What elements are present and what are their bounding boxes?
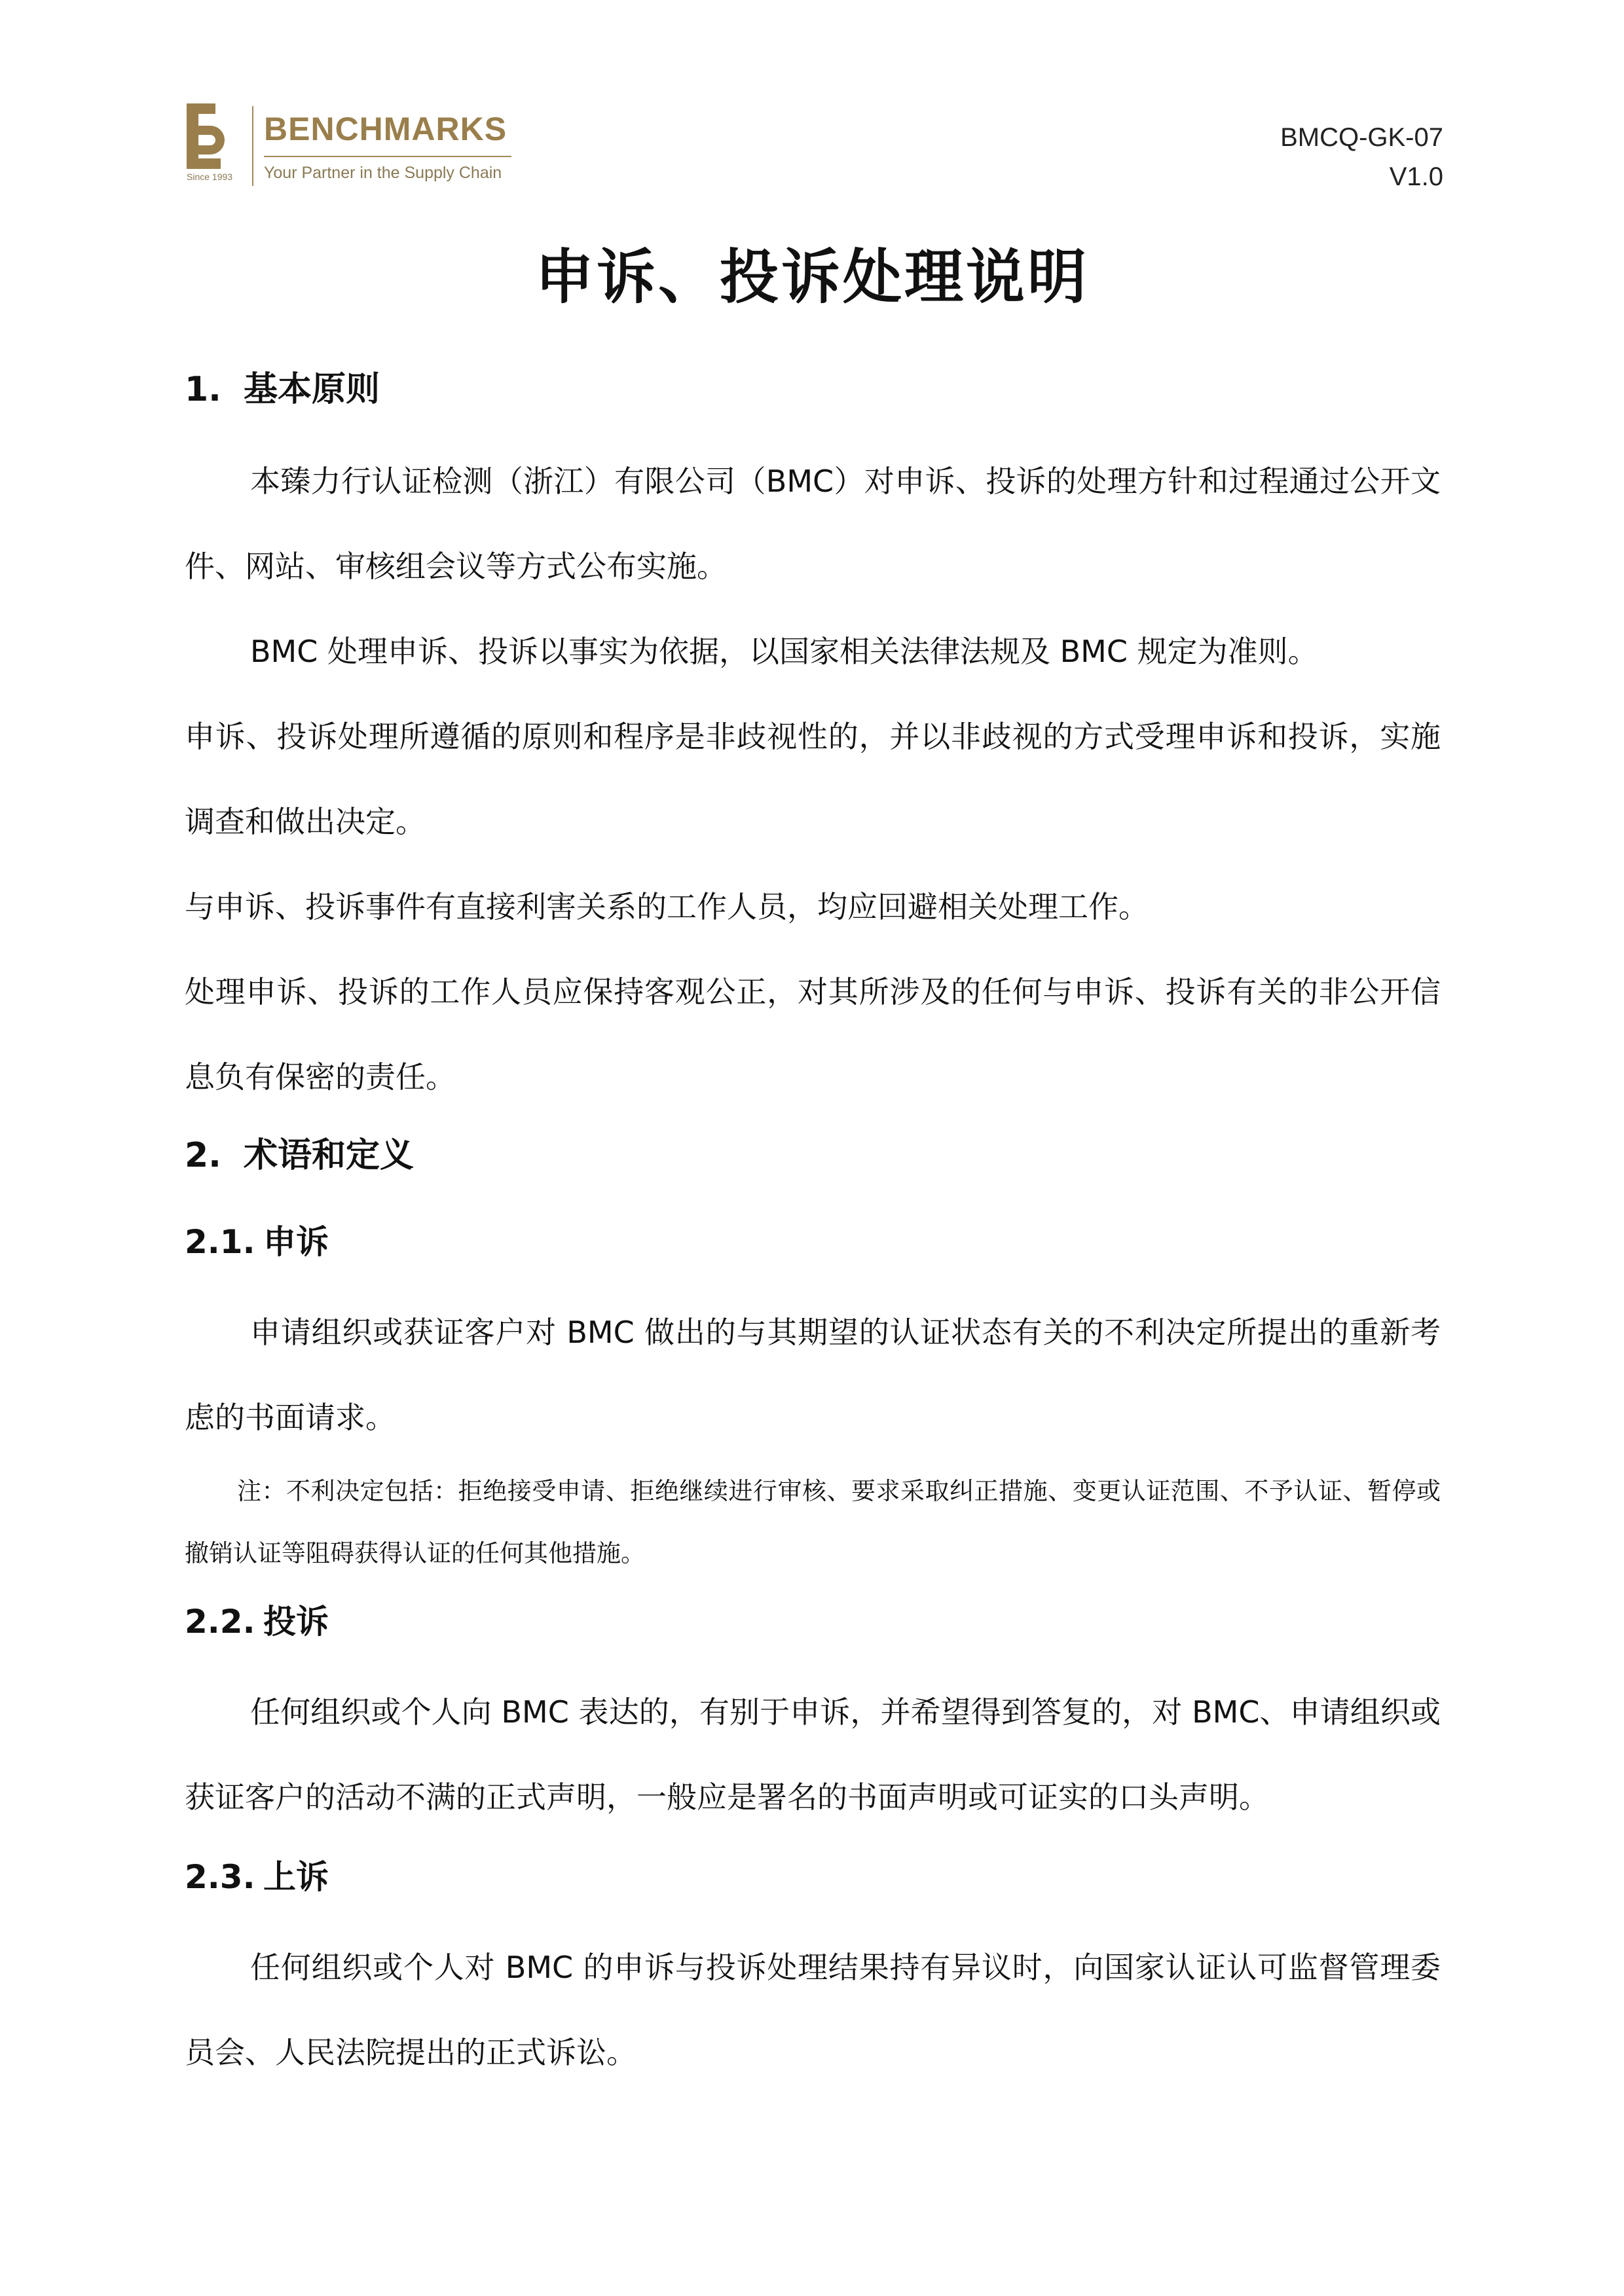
section-2-1-title: 申诉 (263, 1223, 329, 1261)
section-2-3-number: 2.3. (185, 1858, 255, 1896)
document-code: BMCQ-GK-07 (1280, 123, 1443, 152)
section-1-paragraph-3: 申诉、投诉处理所遵循的原则和程序是非歧视性的，并以非歧视的方式受理申诉和投诉，实施调查和做出决定。 (185, 719, 1441, 839)
section-2-2-heading (185, 1584, 1441, 1669)
benchmarks-logo-icon (187, 103, 226, 169)
section-2-number: 2. (185, 1136, 221, 1175)
section-2-3-heading (185, 1840, 1441, 1925)
logo-divider (252, 106, 253, 186)
section-1-paragraph-2: BMC 处理申诉、投诉以事实为依据，以国家相关法律法规及 BMC 规定为准则。 (250, 634, 1318, 669)
section-1-paragraph-5: 处理申诉、投诉的工作人员应保持客观公正，对其所涉及的任何与申诉、投诉有关的非公开信息负有保密的责任。 (185, 974, 1441, 1095)
section-2-2-number: 2.2. (185, 1603, 255, 1641)
section-1-paragraph-4: 与申诉、投诉事件有直接利害关系的工作人员，均应回避相关处理工作。 (185, 889, 1149, 924)
page-title: 申诉、投诉处理说明 (535, 243, 1089, 312)
logo-since: Since 1993 (187, 172, 233, 182)
section-2-3-paragraph: 任何组织或个人对 BMC 的申诉与投诉处理结果持有异议时，向国家认证认可监督管理委员会、人民法院提出的正式诉讼。 (185, 1950, 1441, 2070)
company-logo (187, 98, 514, 196)
section-2-2-paragraph: 任何组织或个人向 BMC 表达的，有别于申诉，并希望得到答复的，对 BMC、申请组织或获证客户的活动不满的正式声明，一般应是署名的书面声明或可证实的口头声明。 (185, 1694, 1441, 1815)
section-2-1-note: 注：不利决定包括：拒绝接受申请、拒绝继续进行审核、要求采取纠正措施、变更认证范围、不予认证、暂停或撤销认证等阻碍获得认证的任何其他措施。 (185, 1477, 1441, 1567)
section-2-2-title: 投诉 (263, 1603, 329, 1641)
section-2-1-paragraph: 申请组织或获证客户对 BMC 做出的与其期望的认证状态有关的不利决定所提出的重新考虑的书面请求。 (185, 1315, 1441, 1435)
document-body (185, 354, 1441, 2095)
section-1-heading (185, 354, 1441, 439)
logo-brand-name: BENCHMARKS (264, 111, 507, 147)
document-number-block (1280, 118, 1443, 196)
section-2-3-title: 上诉 (263, 1858, 329, 1896)
section-2-1-heading (185, 1205, 1441, 1290)
document-version: V1.0 (1389, 162, 1443, 191)
section-2-1-number: 2.1. (185, 1223, 255, 1261)
section-1-title: 基本原则 (244, 370, 380, 409)
section-2-heading (185, 1120, 1441, 1205)
section-2-title: 术语和定义 (244, 1136, 415, 1175)
section-1-paragraph-1: 本臻力行认证检测（浙江）有限公司（BMC）对申诉、投诉的处理方针和过程通过公开文件、网站、审核组会议等方式公布实施。 (185, 464, 1441, 584)
section-1-number: 1. (185, 370, 221, 409)
logo-tagline: Your Partner in the Supply Chain (264, 164, 502, 182)
logo-underline (264, 156, 511, 157)
